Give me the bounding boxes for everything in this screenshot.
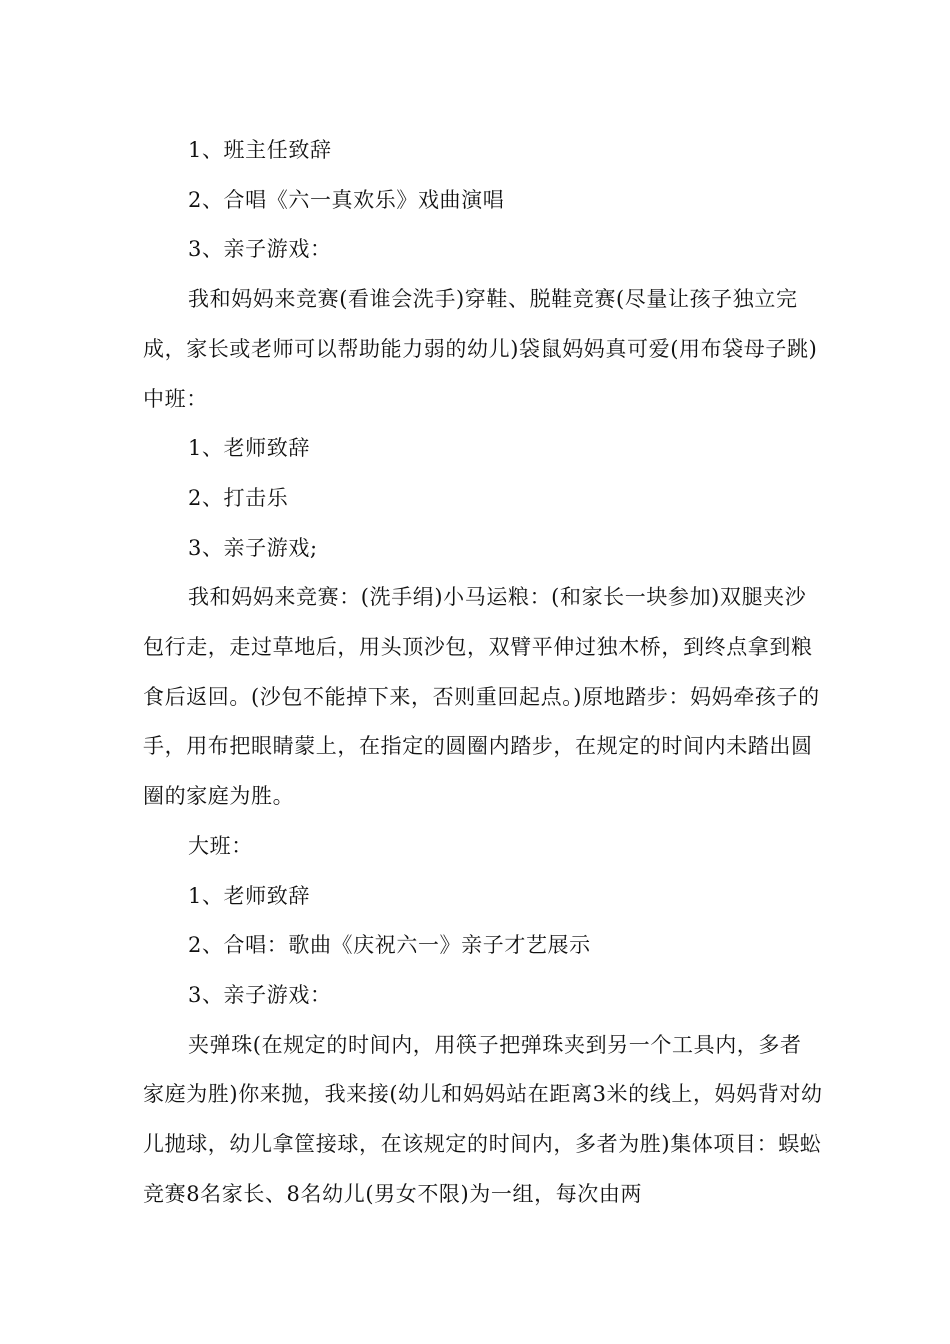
paragraph-small-class-games: 我和妈妈来竞赛(看谁会洗手)穿鞋、脱鞋竞赛(尽量让孩子独立完成，家长或老师可以帮助能力弱的幼儿)袋鼠妈妈真可爱(用布袋母子跳)中班： <box>143 287 818 411</box>
paragraph-middle-class-games: 我和妈妈来竞赛：(洗手绢)小马运粮：(和家长一块参加)双腿夹沙包行走，走过草地后，用头顶沙包，双臂平伸过独木桥，到终点拿到粮食后返回。(沙包不能掉下来，否则重回起点。)原地踏步：妈妈牵孩子的手，用布把眼睛蒙上，在指定的圆圈内踏步，在规定的时间内未踏出圆圈的家庭为胜。 <box>143 585 820 809</box>
list-item-percussion: 2、打击乐 <box>188 485 289 510</box>
list-item-game: 3、亲子游戏; <box>188 535 318 560</box>
section-heading-big-class: 大班： <box>188 833 253 858</box>
list-item-chorus: 2、合唱《六一真欢乐》戏曲演唱 <box>188 187 505 212</box>
list-item-speech: 1、班主任致辞 <box>188 138 332 162</box>
list-item-speech: 1、老师致辞 <box>188 883 310 908</box>
list-item-speech: 1、老师致辞 <box>188 436 310 461</box>
list-item-game: 3、亲子游戏： <box>188 237 332 262</box>
list-item-game: 3、亲子游戏： <box>188 982 332 1007</box>
paragraph-big-class-games: 夹弹珠(在规定的时间内，用筷子把弹珠夹到另一个工具内，多者家庭为胜)你来抛，我来接(幼儿和妈妈站在距离3米的线上，妈妈背对幼儿抛球，幼儿拿筐接球，在该规定的时间内，多者为胜)集体项目：蜈蚣竞赛8名家长、8名幼儿(男女不限)为一组，每次由两 <box>143 1032 823 1206</box>
document-body <box>143 126 823 1219</box>
list-item-chorus: 2、合唱：歌曲《庆祝六一》亲子才艺展示 <box>188 933 591 958</box>
